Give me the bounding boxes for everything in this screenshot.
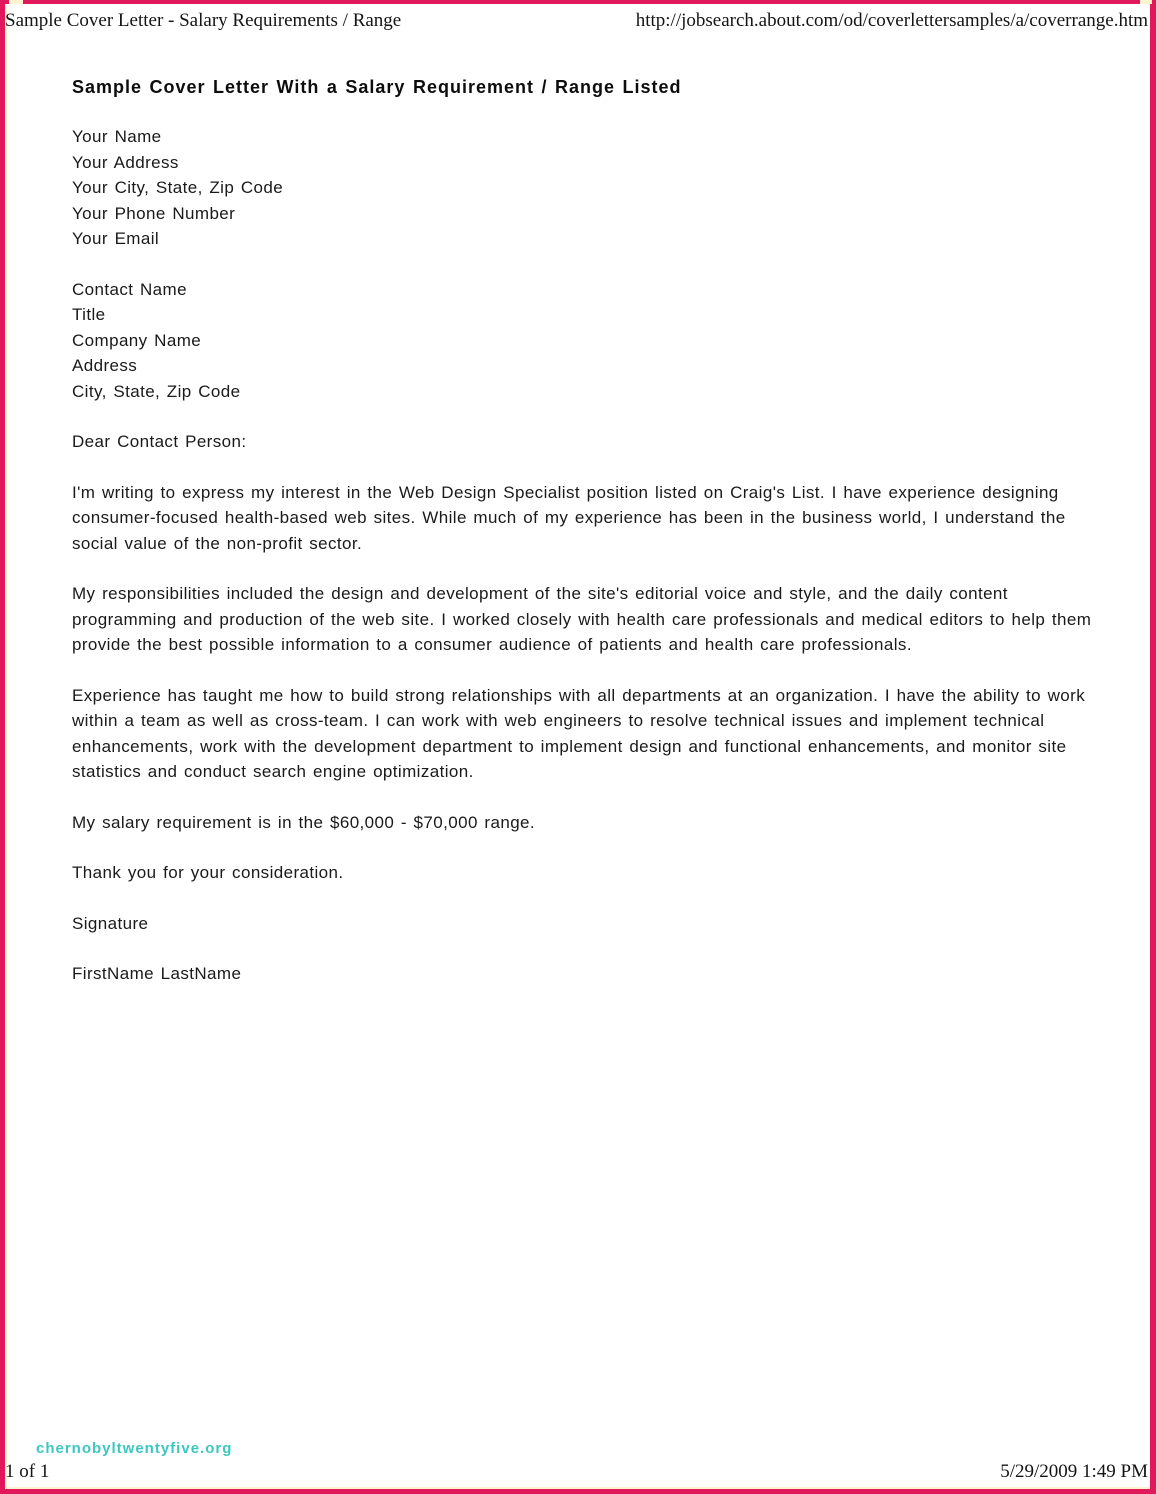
paragraph-experience: Experience has taught me how to build strong relationships with all departments at an organization. I have the ability to work within a team as well as cross-team. I can work with web engineers to resolve technical issues and implement technical enhancements, work with the development department to implement design and functional enhancements, and monitor site statistics and conduct search engine optimization. <box>72 685 1086 781</box>
signature-name: FirstName LastName <box>72 964 242 983</box>
print-header <box>5 10 1148 32</box>
recipient-address-block <box>72 277 1094 405</box>
sender-email-line: Your Email <box>72 229 160 248</box>
signature-label: Signature <box>72 913 149 933</box>
salutation: Dear Contact Person: <box>72 432 247 451</box>
cover-letter <box>72 74 1094 1012</box>
recipient-city-line: City, State, Zip Code <box>72 381 241 401</box>
recipient-name-line: Contact Name <box>72 279 187 299</box>
recipient-company-line: Company Name <box>72 330 202 350</box>
border-notch-left <box>9 0 23 4</box>
print-timestamp: 5/29/2009 1:49 PM <box>1000 1461 1148 1482</box>
paragraph-intro: I'm writing to express my interest in the Web Design Specialist position listed on Craig's List. I have experience designing consumer-focused health-based web sites. While much of my experience has been in the business world, I understand the social value of the non-profit sector. <box>72 482 1066 553</box>
sender-address-block <box>72 124 1094 252</box>
print-header-title: Sample Cover Letter - Salary Requirements / Range <box>5 10 402 31</box>
paragraph-responsibilities: My responsibilities included the design and development of the site's editorial voice and style, and the daily content programming and production of the web site. I worked closely with health care professionals and medical editors to help them provide the best possible information to a consumer audience of patients and health care professionals. <box>72 584 1092 654</box>
inner-accent-left <box>5 4 7 1489</box>
site-watermark: chernobyltwentyfive.org <box>36 1440 233 1457</box>
recipient-address-line: Address <box>72 356 138 375</box>
closing-line: Thank you for your consideration. <box>72 863 344 882</box>
letter-title: Sample Cover Letter With a Salary Requirement / Range Listed <box>72 77 682 97</box>
salary-requirement-line: My salary requirement is in the $60,000 - $70,000 range. <box>72 812 536 832</box>
sender-name-line: Your Name <box>72 127 162 146</box>
sender-address-line: Your Address <box>72 152 179 172</box>
print-footer <box>5 1461 1148 1483</box>
sender-phone-line: Your Phone Number <box>72 203 236 223</box>
print-header-url: http://jobsearch.about.com/od/coverlettersamples/a/coverrange.htm <box>635 10 1148 31</box>
sender-city-line: Your City, State, Zip Code <box>72 178 284 197</box>
inner-accent-bottom <box>5 1487 1150 1489</box>
page-indicator: 1 of 1 <box>5 1461 50 1482</box>
recipient-title-line: Title <box>72 305 106 324</box>
border-notch-right <box>1140 0 1152 4</box>
